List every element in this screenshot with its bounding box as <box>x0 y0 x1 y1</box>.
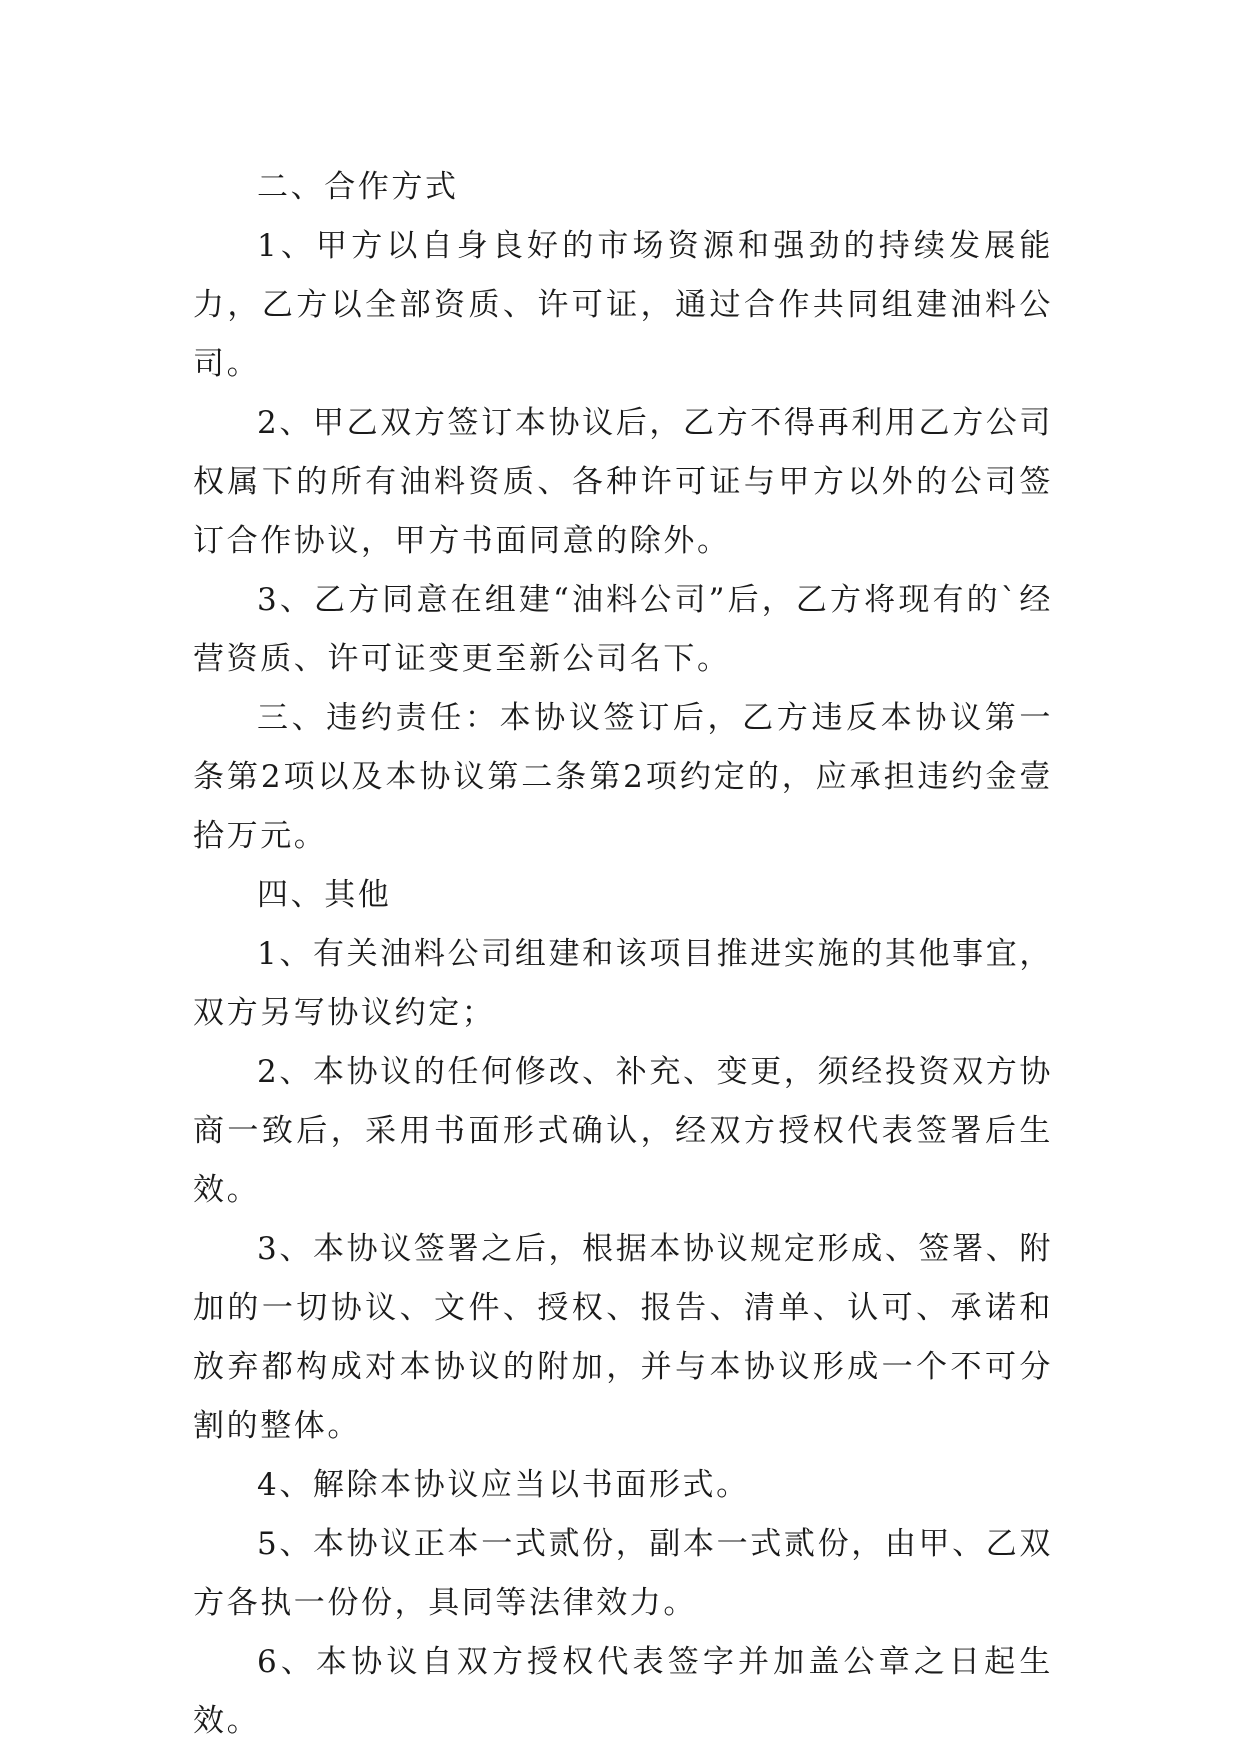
section-liability-paragraph: 三、违约责任：本协议签订后，乙方违反本协议第一条第2项以及本协议第二条第2项约定的，应承担违约金壹拾万元。 <box>193 700 1053 854</box>
clause-paragraph: 5、本协议正本一式贰份，副本一式贰份，由甲、乙双方各执一份份，具同等法律效力。 <box>193 1526 1053 1621</box>
clause-paragraph: 3、乙方同意在组建“油料公司”后，乙方将现有的`经营资质、许可证变更至新公司名下。 <box>193 582 1053 677</box>
clause-paragraph: 2、本协议的任何修改、补充、变更，须经投资双方协商一致后，采用书面形式确认，经双方授权代表签署后生效。 <box>193 1054 1053 1208</box>
clause-paragraph: 1、甲方以自身良好的市场资源和强劲的持续发展能力，乙方以全部资质、许可证，通过合作共同组建油料公司。 <box>193 228 1053 382</box>
clause-paragraph: 6、本协议自双方授权代表签字并加盖公章之日起生效。 <box>193 1644 1053 1739</box>
clause-paragraph: 2、甲乙双方签订本协议后，乙方不得再利用乙方公司权属下的所有油料资质、各种许可证与甲方以外的公司签订合作协议，甲方书面同意的除外。 <box>193 405 1053 559</box>
clause-paragraph: 4、解除本协议应当以书面形式。 <box>257 1467 750 1503</box>
section-heading-other: 四、其他 <box>257 877 392 913</box>
document-body <box>193 158 1053 1751</box>
section-heading-cooperation: 二、合作方式 <box>257 169 459 205</box>
clause-paragraph: 1、有关油料公司组建和该项目推进实施的其他事宜，双方另写协议约定； <box>193 936 1053 1031</box>
clause-paragraph: 3、本协议签署之后，根据本协议规定形成、签署、附加的一切协议、文件、授权、报告、清单、认可、承诺和放弃都构成对本协议的附加，并与本协议形成一个不可分割的整体。 <box>193 1231 1053 1444</box>
